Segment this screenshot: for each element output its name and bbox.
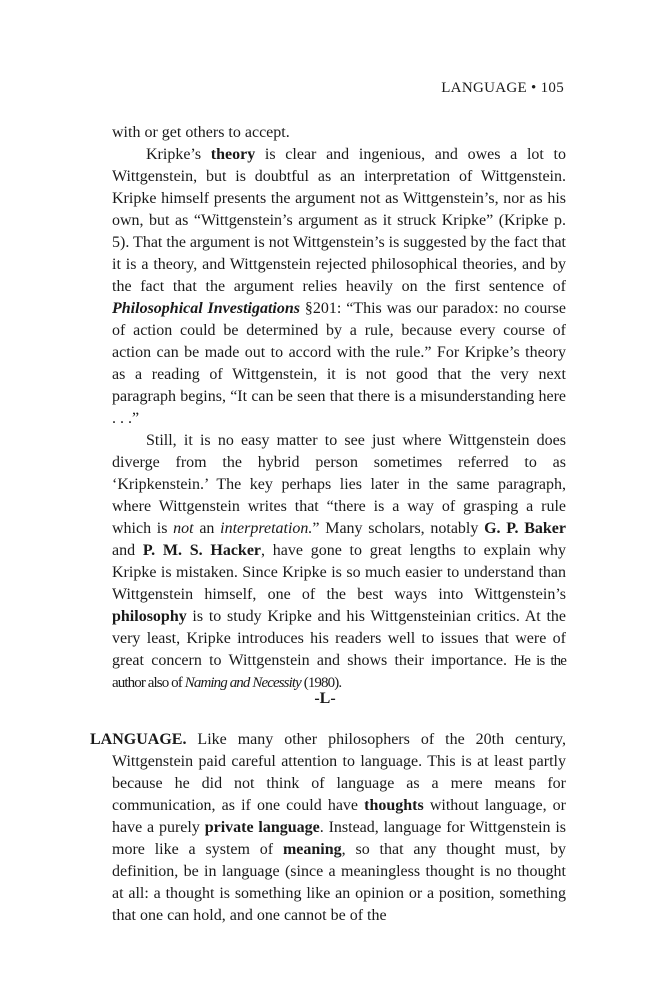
text-run: an	[193, 520, 221, 537]
cross-reference-philosophical-investigations[interactable]: Philosophical Investigations	[112, 300, 301, 317]
cross-reference-thoughts[interactable]: thoughts	[364, 797, 424, 814]
cross-reference-baker[interactable]: G. P. Baker	[484, 520, 566, 537]
entry-headword: LANGUAGE.	[90, 731, 187, 748]
text-run: §201: “This was our paradox: no course of action could be determined by a rule, because every course of action can be made out to accord with the rule.” For Kripke’s theory as a reading of Wittgenstein, it is not good that the very next paragraph begins, “It can be seen that there is a misunderstanding here . . .”	[112, 300, 567, 427]
cross-reference-theory[interactable]: theory	[210, 146, 256, 163]
continuation-line	[112, 122, 566, 144]
paragraph-kripke-theory	[112, 144, 566, 430]
text-run: and	[112, 542, 143, 559]
text-run: . Instead, language for Wittgenstein is more like a system of	[112, 819, 567, 858]
emphasis-not: not	[173, 520, 194, 537]
text-run: ” Many scholars, notably	[312, 520, 485, 537]
text-run: is clear and ingenious, and owes a lot to Wittgenstein, but is doubtful as an interpretation of Wittgenstein. Kripke himself presents the argument not as Wittgenstein’s, nor as his own, but as “Wittgenstein’s argument as it struck Kripke” (Kripke p. 5). That the argument is not Wittgenstein’s is suggested by the fact that it is a theory, and Wittgenstein rejected philosophical theories, and by the fact that the argument relies heavily on the first sentence of	[112, 146, 566, 295]
text-run: with or get others to accept.	[112, 124, 290, 141]
text-run: without language, or have a purely	[112, 797, 567, 836]
section-letter-divider: -L-	[314, 690, 336, 707]
text-run: Still, it is no easy matter to see just where Wittgenstein does diverge from the hybrid person sometimes referred to as ‘Kripkenstein.’ The key perhaps lies later in the same paragraph, where Wittgenstein writes that “there is a way of grasping a rule which is	[112, 432, 566, 537]
cross-reference-hacker[interactable]: P. M. S. Hacker	[142, 542, 262, 559]
text-run: Like many other philosophers of the 20th century, Wittgenstein paid careful attention to language. This is at least partly because he did not think of language as a mere means for communication, as if one could have	[112, 731, 566, 814]
text-run: , have gone to great lengths to explain why Kripke is mistaken. Since Kripke is so much easier to understand than Wittgenstein himself, one of the best ways into Wittgenstein’s	[112, 542, 566, 603]
text-run: Kripke’s	[146, 146, 211, 163]
kripke-entry-continuation	[112, 122, 566, 694]
language-entry	[90, 729, 566, 927]
paragraph-kripkenstein	[112, 430, 566, 694]
text-run: , so that any thought must, by definition, be in language (since a meaningless thought is no thought at all: a thought is something like an opinion or a position, something that one can hold, and one cannot be of the	[112, 841, 566, 924]
cross-reference-meaning[interactable]: meaning	[282, 841, 342, 858]
cross-reference-private-language[interactable]: private language	[204, 819, 320, 836]
text-run: is to study Kripke and his Wittgensteinian critics. At the very least, Kripke introduces his readers well to issues that were of great concern to Wittgenstein and shows their importance.	[112, 608, 566, 669]
emphasis-interpretation: interpretation.	[220, 520, 313, 537]
running-head: LANGUAGE • 105	[441, 80, 564, 96]
cross-reference-philosophy[interactable]: philosophy	[112, 608, 187, 625]
text-run: He is the author also of	[112, 653, 566, 691]
entry-paragraph	[90, 729, 566, 927]
text-run: (1980).	[300, 675, 342, 691]
title-naming-and-necessity: Naming and Necessity	[184, 675, 301, 691]
